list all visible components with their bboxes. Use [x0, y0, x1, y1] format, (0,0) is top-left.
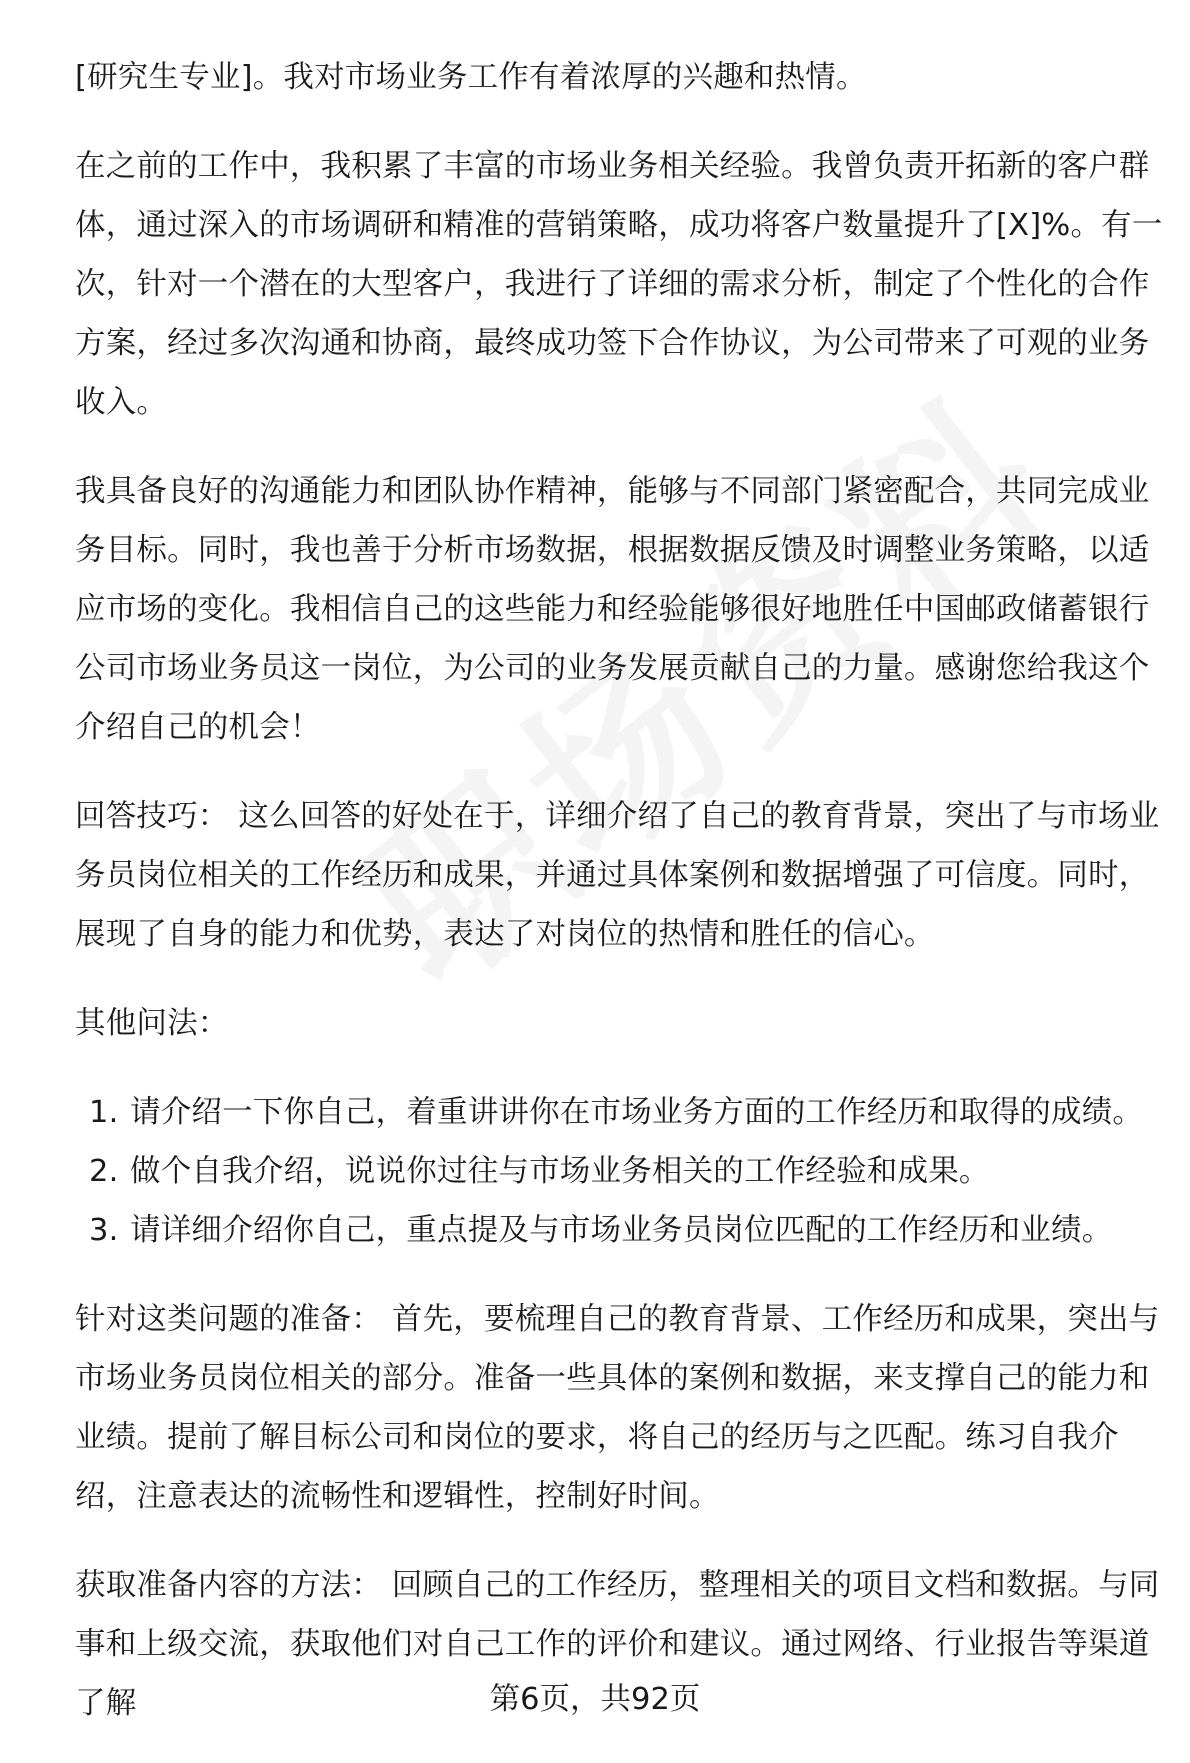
list-item — [75, 1142, 1165, 1201]
other-questions-list — [75, 1083, 1165, 1260]
paragraph-abilities: 我具备良好的沟通能力和团队协作精神，能够与不同部门紧密配合，共同完成业务目标。同时，我也善于分析市场数据，根据数据反馈及时调整业务策略，以适应市场的变化。我相信自己的这些能力和经验能够很好地胜任中国邮政储蓄银行公司市场业务员这一岗位，为公司的业务发展贡献自己的力量。感谢您给我这个介绍自己的机会！ — [75, 474, 1150, 745]
list-item-number: 3. — [89, 1213, 119, 1248]
document-body — [75, 48, 1165, 1763]
list-item-number: 2. — [89, 1154, 119, 1189]
paragraph-work-experience: 在之前的工作中，我积累了丰富的市场业务相关经验。我曾负责开拓新的客户群体，通过深入的市场调研和精准的营销策略，成功将客户数量提升了[X]%。有一次，针对一个潜在的大型客户，我进行了详细的需求分析，制定了个性化的合作方案，经过多次沟通和协商，最终成功签下合作协议，为公司带来了可观的业务收入。 — [75, 149, 1163, 420]
list-item — [75, 1201, 1165, 1260]
list-item-number: 1. — [89, 1095, 119, 1130]
list-item-text: 请介绍一下你自己，着重讲讲你在市场业务方面的工作经历和取得的成绩。 — [130, 1095, 1144, 1130]
list-item-text: 请详细介绍你自己，重点提及与市场业务员岗位匹配的工作经历和业绩。 — [130, 1213, 1113, 1248]
list-item — [75, 1083, 1165, 1142]
page-number: 第6页，共92页 — [489, 1682, 701, 1717]
paragraph-preparation: 针对这类问题的准备： 首先，要梳理自己的教育背景、工作经历和成果，突出与市场业务员岗位相关的部分。准备一些具体的案例和数据，来支撑自己的能力和业绩。提前了解目标公司和岗位的要求，将自己的经历与之匹配。练习自我介绍，注意表达的流畅性和逻辑性，控制好时间。 — [75, 1302, 1160, 1514]
paragraph-answer-tips: 回答技巧： 这么回答的好处在于，详细介绍了自己的教育背景，突出了与市场业务员岗位相关的工作经历和成果，并通过具体案例和数据增强了可信度。同时，展现了自身的能力和优势，表达了对岗位的热情和胜任的信心。 — [75, 799, 1160, 952]
paragraph-preparation-methods: 获取准备内容的方法： 回顾自己的工作经历，整理相关的项目文档和数据。与同事和上级交流，获取他们对自己工作的评价和建议。通过网络、行业报告等渠道了解 — [75, 1568, 1160, 1721]
paragraph-education-continuation: [研究生专业]。我对市场业务工作有着浓厚的兴趣和热情。 — [75, 60, 867, 95]
list-item-text: 做个自我介绍，说说你过往与市场业务相关的工作经验和成果。 — [130, 1154, 990, 1189]
paragraph-other-questions-heading: 其他问法： — [75, 1006, 229, 1041]
